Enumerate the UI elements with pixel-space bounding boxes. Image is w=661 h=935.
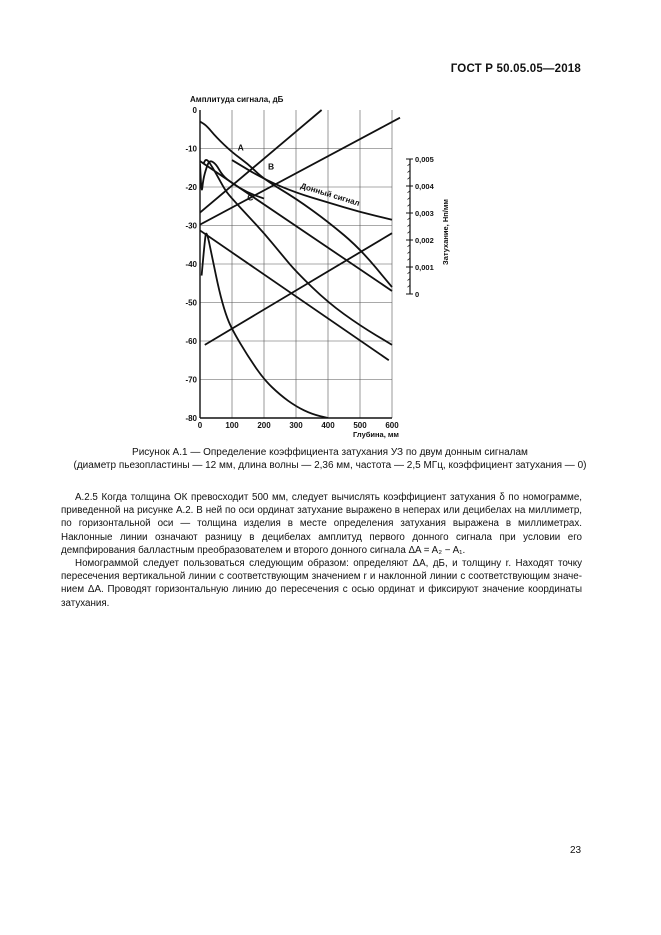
figure-caption-details: (диаметр пьезопластины — 12 мм, длина волны — 2,36 мм, частота — 2,5 МГц, коэффициент затухания — 0) [73, 460, 587, 471]
x-axis-title: Глубина, мм [353, 430, 399, 439]
body-text [61, 491, 582, 610]
x-tick-label-600: 600 [385, 421, 399, 430]
y2-tick-label-2: 0,003 [415, 209, 434, 218]
series-line-2 [198, 118, 400, 226]
x-tick-label-100: 100 [225, 421, 239, 430]
y2-axis-title: Затухание, Нп/мм [441, 199, 450, 265]
page-number: 23 [570, 845, 582, 856]
y2-tick-label-1: 0,004 [415, 182, 434, 191]
x-tick-label-500: 500 [353, 421, 367, 430]
attenuation-chart-svg [170, 92, 470, 442]
paragraph-a25: А.2.5 Когда толщина ОК превосходит 500 мм, следует вычислять коэффициент затухания δ по номограмме, приведенной на рисунке А.2. В ней по оси ординат затухание выражено в неперах или децибелах на миллиметр, по горизонтальной оси — толщина изделия в месте определения затухания выражена в миллиметрах. Наклонные линии означают разницу в децибелах амплитуд первого донного сигнала при условии его демпфирования балластным преобразователем и второго донного сигнала ΔA = A₂ − A₁. [61, 492, 582, 556]
y-tick-label-50: -50 [185, 298, 197, 308]
y2-tick-label-5: 0 [415, 290, 420, 299]
curve-label-donny-signal: Донный сигнал [299, 181, 361, 208]
paragraph-nomogram-usage: Номограммой следует пользоваться следующим образом: определяют ΔA, дБ, и толщину r. Находят точку пересечения вертикальной линии с соответствующим значением r и наклонной линии с соответствующим значением ΔA. Проводят горизонтальную линию до пересечения с осью ординат и фиксируют значение координаты затухания. [61, 558, 582, 609]
y2-tick-label-4: 0,001 [415, 263, 434, 272]
y-tick-label-80: -80 [185, 414, 197, 423]
figure-caption [40, 446, 620, 472]
y-tick-label-40: -40 [185, 260, 197, 269]
figure-caption-title: Рисунок А.1 — Определение коэффициента затухания УЗ по двум донным сигналам [132, 447, 528, 458]
attenuation-chart [170, 92, 470, 442]
y-tick-label-60: -60 [185, 337, 197, 346]
y-tick-label-70: -70 [185, 375, 197, 385]
y-tick-label-30: -30 [185, 221, 197, 231]
y2-tick-label-0: 0,005 [415, 155, 434, 164]
series-line-1 [198, 110, 321, 214]
y-tick-label-0: 0 [192, 106, 197, 115]
point-label-B: B [268, 161, 275, 172]
x-tick-label-400: 400 [321, 421, 335, 430]
point-label-A: A [237, 142, 244, 153]
document-standard-number: ГОСТ Р 50.05.05—2018 [450, 63, 581, 75]
y-tick-label-20: -20 [185, 183, 197, 192]
y2-tick-label-3: 0,002 [415, 236, 434, 245]
point-label-C: C [247, 192, 254, 203]
y-tick-label-10: -10 [185, 144, 197, 154]
y-axis-title: Амплитуда сигнала, дБ [190, 95, 284, 104]
series-curve-3 [202, 234, 328, 418]
x-tick-label-200: 200 [257, 421, 271, 430]
x-tick-label-300: 300 [289, 421, 303, 430]
x-tick-label-0: 0 [197, 421, 203, 430]
